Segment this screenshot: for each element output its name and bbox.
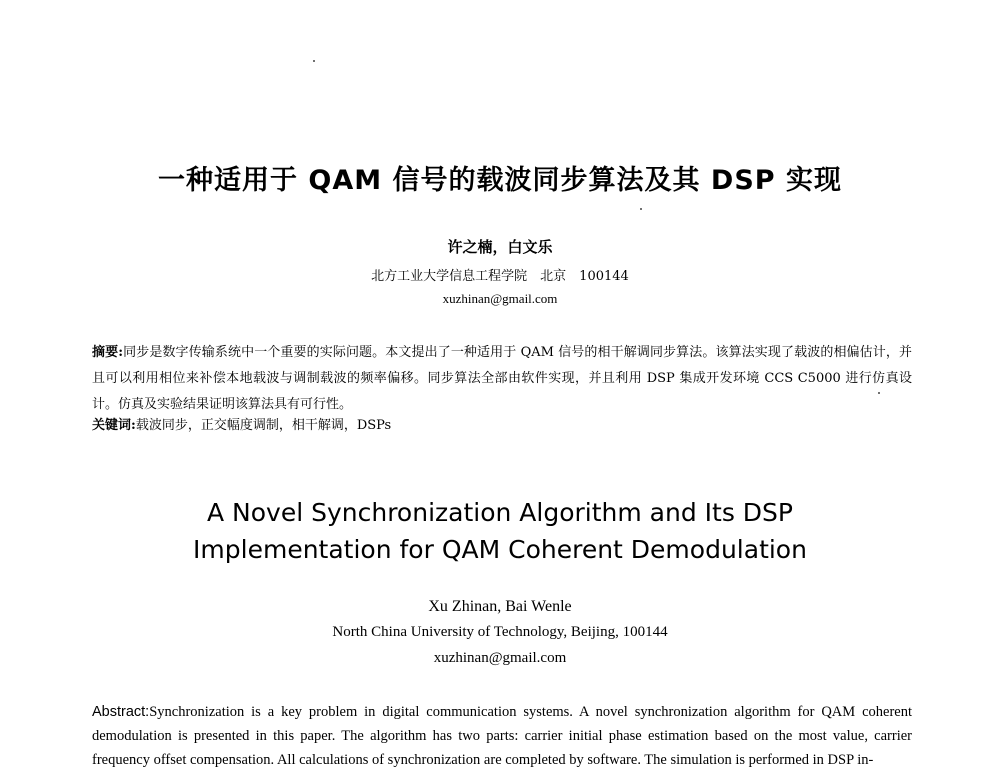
chinese-abstract [92, 340, 912, 418]
english-title-line1: A Novel Synchronization Algorithm and Its DSP [206, 498, 793, 527]
scan-speck [313, 60, 315, 62]
english-affiliation: North China University of Technology, Beijing, 100144 [332, 624, 668, 640]
chinese-title: 一种适用于 QAM 信号的载波同步算法及其 DSP 实现 [158, 165, 842, 196]
english-email: xuzhinan@gmail.com [433, 650, 567, 666]
chinese-abstract-text: 同步是数字传输系统中一个重要的实际问题。本文提出了一种适用于 QAM 信号的相干解调同步算法。该算法实现了载波的相偏估计，并且可以利用相位来补偿本地载波与调制载波的频率偏移。同步算法全部由软件实现，并且利用 DSP 集成开发环境 CCS C5000 进行仿真设计。仿真及实验结果证明该算法具有可行性。 [92, 345, 912, 412]
chinese-abstract-label: 摘要: [92, 345, 124, 360]
english-title-line2: Implementation for QAM Coherent Demodulation [193, 535, 807, 564]
chinese-keywords [92, 414, 912, 438]
chinese-keywords-text: 载波同步，正交幅度调制，相干解调，DSPs [135, 418, 392, 433]
chinese-keywords-label: 关键词: [92, 418, 136, 433]
scan-speck [640, 208, 642, 210]
chinese-authors: 许之楠，白文乐 [447, 238, 553, 256]
chinese-affiliation: 北方工业大学信息工程学院 北京 100144 [371, 269, 629, 284]
english-abstract-text: Synchronization is a key problem in digital communication systems. A novel synchronization algorithm for QAM coherent demodulation is presented in this paper. The algorithm has two parts: carrier initial phase estimation based on the most value, carrier frequency offset compensation. All calculations of synchronization are completed by software. The simulation is performed in DSP in- [92, 704, 912, 768]
english-title [0, 494, 1000, 568]
english-abstract [92, 700, 912, 772]
english-authors: Xu Zhinan, Bai Wenle [428, 598, 572, 615]
chinese-email: xuzhinan@gmail.com [442, 291, 558, 306]
english-abstract-label: Abstract: [92, 704, 150, 720]
